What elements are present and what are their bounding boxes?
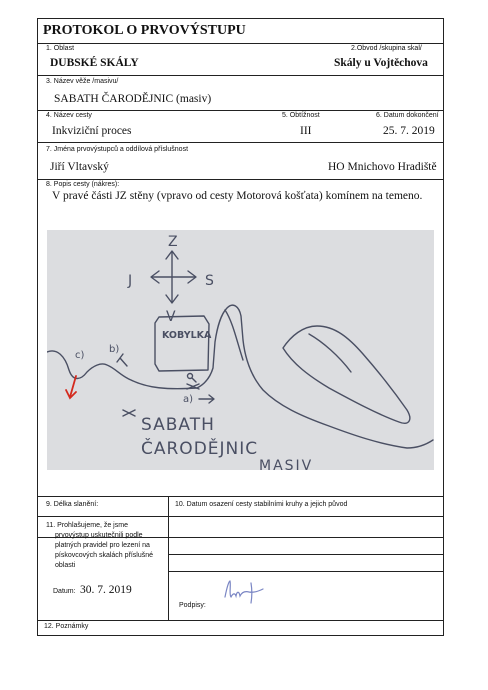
divider <box>38 43 443 44</box>
declaration-line-3: platných pravidel pro lezení na <box>55 542 150 549</box>
route-sketch <box>47 230 434 470</box>
route-b-mark <box>117 354 127 366</box>
cross-symbol <box>123 410 135 416</box>
compass-west-letter: J <box>128 273 133 289</box>
route-description-value: V pravé části JZ stěny (vpravo od cesty Motorová košťata) komínem na temeno. <box>52 190 423 202</box>
divider <box>38 179 443 180</box>
route-b-label: b) <box>109 344 120 355</box>
formation-name-line1: SABATH <box>141 415 215 435</box>
right-rock-shading <box>309 334 351 372</box>
divider <box>38 75 443 76</box>
divider <box>38 496 443 497</box>
date-label: Datum: <box>53 588 76 595</box>
difficulty-label: 5. Obtížnost <box>282 112 320 119</box>
signatures-label: Podpisy: <box>179 602 206 609</box>
divider <box>168 571 443 572</box>
route-name-label: 4. Název cesty <box>46 112 92 119</box>
area-value: DUBSKÉ SKÁLY <box>50 57 139 69</box>
declaration-line-1: 11. Prohlašujeme, že jsme <box>46 522 128 529</box>
route-c-label: c) <box>75 350 85 361</box>
divider <box>38 142 443 143</box>
route-name-value: Inkviziční proces <box>52 125 132 137</box>
area-label: 1. Oblast <box>46 45 75 52</box>
block-label: KOBYLKA <box>162 330 212 341</box>
first-ascent-form <box>37 18 444 636</box>
divider <box>168 554 443 555</box>
form-title: PROTOKOL O PRVOVÝSTUPU <box>43 23 246 38</box>
declaration-line-4: pískovcových skalách příslušné <box>55 552 154 559</box>
right-rock-outline <box>283 326 410 423</box>
rock-inner-line <box>225 310 243 360</box>
completion-date-value: 25. 7. 2019 <box>383 125 435 137</box>
bolt-date-label: 10. Datum osazení cesty stabilními kruhy a jejich původ <box>175 501 348 508</box>
declaration-line-2: prvovýstup uskutečnili podle <box>55 532 143 539</box>
signature-stroke <box>225 581 263 603</box>
completion-date-label: 6. Datum dokončení <box>376 112 439 119</box>
kobylka-block <box>155 316 209 371</box>
rappel-length-label: 9. Délka slanění: <box>46 501 99 508</box>
route-a-arrow <box>199 395 214 403</box>
notes-label: 12. Poznámky <box>44 623 89 630</box>
compass-east-letter: S <box>205 273 214 289</box>
column-divider <box>168 496 169 620</box>
climber-club: HO Mnichovo Hradiště <box>328 161 437 173</box>
declaration-line-5: oblasti <box>55 562 76 569</box>
climber-name: Jiří Vltavský <box>50 161 109 173</box>
formation-name-line2: ČARODĚJNIC <box>141 439 259 459</box>
tower-value: SABATH ČARODĚJNIC (masiv) <box>54 93 212 105</box>
divider <box>38 110 443 111</box>
anchor-symbol-handle <box>192 378 196 382</box>
difficulty-value: III <box>300 125 312 137</box>
divider <box>38 516 443 517</box>
divider <box>38 620 443 621</box>
signature <box>221 575 271 607</box>
climbers-label: 7. Jména prvovýstupců a oddílová příslušnost <box>46 146 189 153</box>
district-label: 2.Obvod /skupina skal/ <box>351 45 422 52</box>
formation-name-line3: MASIV <box>259 458 314 470</box>
date-value: 30. 7. 2019 <box>80 584 132 596</box>
route-description-label: 8. Popis cesty (nákres): <box>46 181 120 188</box>
rock-outline <box>47 305 433 448</box>
route-sketch-photo <box>47 230 434 470</box>
compass-north-letter: Z <box>168 234 178 250</box>
tower-label: 3. Název věže /masivu/ <box>46 78 119 85</box>
compass-south-letter: V <box>166 309 176 325</box>
route-a-label: a) <box>183 394 194 405</box>
district-value: Skály u Vojtěchova <box>334 57 428 69</box>
